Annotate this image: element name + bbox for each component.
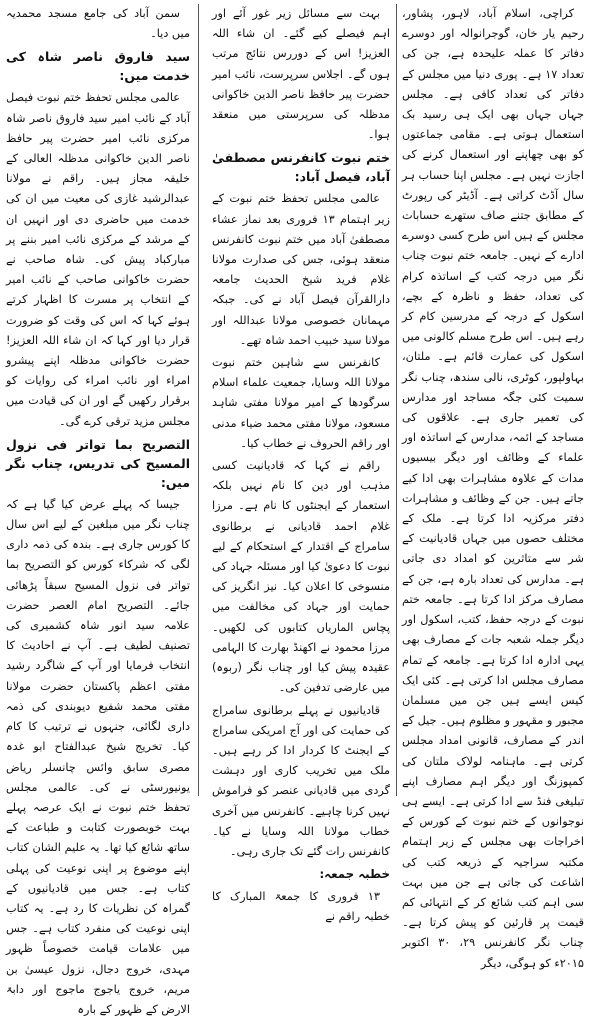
section-heading: سید فاروق ناصر شاہ کی خدمت میں: bbox=[6, 49, 190, 84]
paragraph: کانفرنس سے شاہین ختم نبوت مولانا اللہ وسایا، جمعیت علماء اسلام سرگودھا کے امیر مولانا مفتی شاہد مسعود، مولانا مفتی محمد ضیاء مدنی اور راقم الحروف نے خطاب کیا۔ bbox=[212, 356, 390, 450]
section-heading: خطبہ جمعہ: bbox=[319, 867, 390, 882]
paragraph: ۱۳ فروری کا جمعۃ المبارک کا خطبہ راقم نے bbox=[212, 890, 390, 924]
section-heading: ختم نبوت کانفرنس مصطفیٰ آباد، فیصل آباد: bbox=[212, 150, 390, 185]
column-left bbox=[6, 4, 190, 1016]
paragraph: کراچی، اسلام آباد، لاہور، پشاور، رحیم یار خان، گوجرانوالہ اور دوسرے دفاتر کا عملہ علیحدہ ہے، جن کی تعداد ۱۷ ہے۔ پوری دنیا میں مجلس کے دفاتر کی تعداد کافی ہے۔ مجلس جہاں جہاں بھی ایک ہی رسید بک استعمال ہوتی ہے۔ مقامی جماعتوں کو بھی چھاپنے اور استعمال کرنے کی اجازت نہیں ہے۔ مجلس اپنا حساب ہر سال آڈٹ کراتی ہے۔ آڈیٹر کی رپورٹ کے مطابق جتنے صاف ستھرے حسابات مجلس کے ہیں اس طرح کسی دوسرے ادارے کے نہیں۔ جامعہ ختم نبوت چناب نگر میں درجہ کتب کے اساتذہ کرام کی تعداد، حفظ و ناظرہ کے بچے، اسکول کے درجہ کے مدرسین کام کر رہے ہیں۔ اس طرح مسلم کالونی میں اسکول کی عمارت قائم ہے۔ ملتان، بہاولپور، کوٹری، نالی سندھ، چناب نگر سمیت کئی جگہ مساجد اور مدارس کی تعمیر جاری ہے۔ علاقوں کی مساجد کے ائمہ، مدارس کے اساتذہ اور علماء کے وظائف اور دیگر بیسیوں مدات کے علاوہ مشاہرات بھی ادا کیے جاتے ہیں۔ جن کے وظائف و مشاہرات دفتر مرکزیہ ادا کرتا ہے۔ ملک کے مختلف حصوں میں جہاں قادیانیت کے شر سے متاثرین کو امداد دی جاتی ہے۔ مدارس کی تعداد بارہ ہے، جن کے مصارف مرکز ادا کرتا ہے۔ جامعہ ختم نبوت کے درجہ حفظ، کتب، اسکول اور دیگر جملہ شعبہ جات کے مصارف بھی یہی ادارہ ادا کرتا ہے۔ جامعہ کے تمام مصارف مجلس ادا کرتی ہے۔ کئی ایک کیس ایسے ہیں جن میں مسلمان مجبور و مقہور و مظلوم ہیں۔ جیل کے اندر کے مصارف، قانونی امداد مجلس کرتی ہے۔ ماہنامہ لولاک ملتان کی کمپوزنگ اور دیگر اہم مصارف اپنے تبلیغی فنڈ سے ادا کرتی ہے۔ ایسے ہی نوجوانوں کے ختم نبوت کے کورس کے اخراجات بھی مجلس کے زیر اہتمام مکتبہ سراجیہ کے ذریعہ کتب کی اشاعت کی جاتی ہے جن میں بہت سی اہم کتب شائع کر کے انتہائی کم قیمت پر قارئین کو پیش کرتا ہے۔ چناب نگر کانفرنس ۲۹، ۳۰ اکتوبر ۲۰۱۵ء کو ہوگی، دیگر bbox=[402, 7, 584, 970]
paragraph: سمن آباد کی جامع مسجد محمدیہ میں دیا۔ bbox=[6, 7, 190, 41]
section-heading: التصریح بما تواتر فی نزول المسیح کی تدریس، چناب نگر میں: bbox=[6, 436, 190, 490]
column-divider bbox=[198, 4, 199, 796]
paragraph: بہت سے مسائل زیر غور آئے اور اہم فیصلے کیے گئے۔ ان شاء اللہ العزیز! اس کے دوررس نتائج مرتب ہوں گے۔ اجلاس سرپرست، نائب امیر حضرت پیر حافظ ناصر الدین خاکوانی مدظلہ کی سرپرستی میں منعقد ہوا۔ bbox=[212, 7, 390, 142]
paragraph: عالمی مجلس تحفظ ختم نبوت کے زیر اہتمام ۱۳ فروری بعد نماز عشاء مصطفیٰ آباد میں ختم نبوت کانفرنس منعقد ہوئی، جس کی صدارت مولانا غلام فرید شیخ الحدیث جامعہ دارالقرآن فیصل آباد نے کی۔ جبکہ مہمانان خصوصی مولانا عبداللہ اور مولانا سید خبیب احمد شاہ تھے۔ bbox=[212, 192, 390, 347]
column-right bbox=[402, 4, 584, 970]
paragraph: جیسا کہ پہلے عرض کیا گیا ہے کہ چناب نگر میں مبلغین کے لیے اس سال کا کورس جاری ہے۔ بندہ کی ذمہ داری لگی کہ شرکاء کورس کو التصریح بما تواتر فی نزول المسیح سبقاً پڑھائی جائے۔ التصریح امام العصر حضرت علامہ سید انور شاہ کشمیری کی تصنیف لطیف ہے۔ آپ نے احادیث کا انتخاب فرمایا اور آپ کے شاگرد رشید مفتی اعظم پاکستان حضرت مولانا مفتی محمد شفیع دیوبندی کی ذمہ داری لگائی، جنہوں نے ترتیب کا کام کیا۔ تخریج شیخ عبدالفتاح ابو غدہ مصری سابق وائس چانسلر ریاض یونیورسٹی نے کی۔ عالمی مجلس تحفظ ختم نبوت نے ایک عرصہ پہلے بہت خوبصورت کتابت و طباعت کے ساتھ شائع کیا تھا۔ یہ علیم الشان کتاب اپنے موضوع پر اپنی نوعیت کی پہلی کتاب ہے۔ جس میں قادیانیوں کے گمراہ کن نظریات کا رد ہے۔ یہ کتاب اپنی نوعیت کی منفرد کتاب ہے۔ جس میں علامات قیامت خصوصاً ظہور مہدی، خروج دجال، نزول عیسیٰ بن مریم، خروج یاجوج ماجوج اور دابۃ الارض کے ظہور کے بارہ bbox=[6, 497, 190, 1016]
column-middle bbox=[212, 4, 390, 924]
column-divider bbox=[396, 4, 397, 796]
paragraph: عالمی مجلس تحفظ ختم نبوت فیصل آباد کے نائب امیر سید فاروق ناصر شاہ مرکزی نائب امیر حضرت پیر حافظ ناصر الدین خاکوانی مدظلہ العالی کے خلیفہ مجاز ہیں۔ راقم نے مولانا عبدالرشید غازی کی معیت میں ان کی خدمت میں حاضری دی اور انہیں ان کے مرشد کے مرکزی نائب امیر بننے پر مبارکباد پیش کی۔ شاہ صاحب نے حضرت خاکوانی صاحب کے نائب امیر کے انتخاب پر مسرت کا اظہار کرتے ہوئے کہا کہ اس کی وقت کو ضرورت قرار دیا اور کہا کہ ان شاء اللہ العزیز! حضرت خاکوانی مدظلہ اپنے پیشرو امراء اور نائب امراء کی روایات کو برقرار رکھیں گے اور ان کی قیادت میں مجلس مزید ترقی کرے گی۔ bbox=[6, 91, 190, 428]
paragraph: راقم نے کہا کہ قادیانیت کسی مذہب اور دین کا نام نہیں بلکہ استعمار کے ایجنٹوں کا نام ہے۔ مرزا غلام احمد قادیانی نے برطانوی سامراج کے اقتدار کے استحکام کے لیے نبوت کا دعویٰ کیا اور مسئلہ جہاد کی منسوخی کا اعلان کیا۔ نیز انگریز کی حمایت اور جہاد کی مخالفت میں پچاس الماریاں کتابوں کی لکھیں۔ مرزا محمود نے اکھنڈ بھارت کا الہامی عقیدہ پیش کیا اور چناب نگر (ربوہ) میں عارضی تدفین کی۔ bbox=[212, 459, 390, 695]
paragraph: قادیانیوں نے پہلے برطانوی سامراج کی حمایت کی اور آج امریکی سامراج کے ایجنٹ کا کردار ادا کر رہے ہیں۔ ملک میں تخریب کاری اور دہشت گردی میں قادیانی عنصر کو فراموش نہیں کرنا چاہیے۔ کانفرنس میں آخری خطاب مولانا اللہ وسایا نے کیا۔ کانفرنس رات گئے تک جاری رہی۔ bbox=[212, 703, 390, 858]
